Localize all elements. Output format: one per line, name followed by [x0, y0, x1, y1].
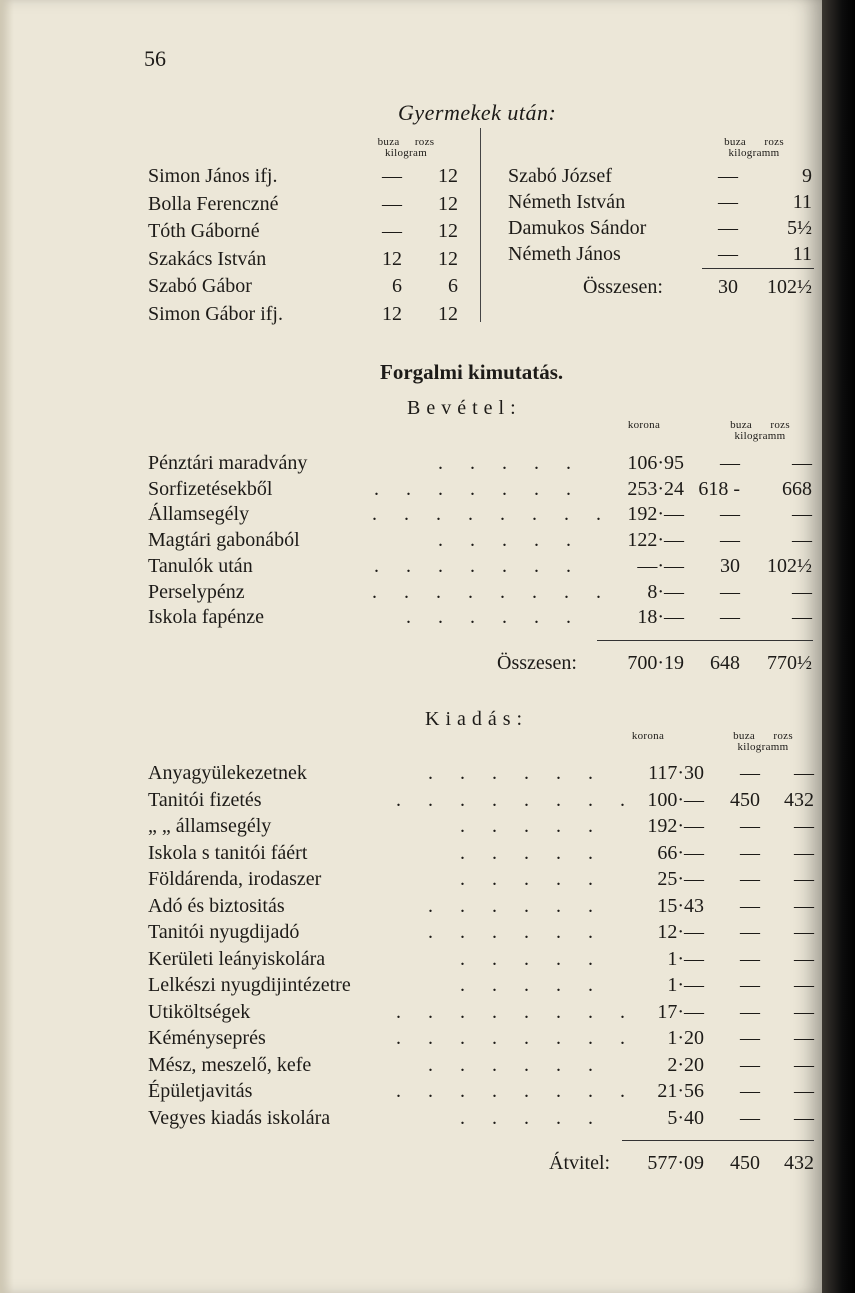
left-rozs-label: rozs: [414, 136, 435, 148]
expense-item-name: Tanitói fizetés: [148, 788, 262, 811]
expense-item-korona: 15·43: [657, 894, 704, 917]
expense-item-rozs: —: [794, 815, 814, 837]
expense-item-leader: . . . . . . . .: [396, 1080, 636, 1102]
expense-item-rozs: —: [794, 762, 814, 784]
expense-rozs-label: rozs: [773, 730, 793, 742]
expense-unit-header: [710, 731, 816, 753]
child-rozs: 12: [438, 192, 458, 215]
income-item-korona: 253·24: [627, 477, 684, 500]
child-buza: —: [718, 191, 738, 213]
income-total-rozs: 770½: [767, 652, 812, 674]
expense-item-leader: . . . . . .: [428, 921, 604, 943]
expense-item-buza: 450: [730, 788, 760, 811]
income-item-korona: 106·95: [627, 452, 684, 474]
expense-item-name: „ „ államsegély: [148, 815, 272, 837]
expense-item-name: Anyagyülekezetnek: [148, 762, 307, 784]
child-name: Szakács István: [148, 247, 267, 270]
expense-carry-buza: 450: [730, 1152, 760, 1174]
expense-item-buza: —: [740, 762, 760, 784]
income-item-korona: 122·—: [627, 529, 684, 552]
children-total-label: Összesen:: [583, 276, 663, 298]
expense-item-buza: —: [740, 947, 760, 970]
expense-item-leader: . . . . .: [460, 841, 604, 864]
child-buza: 12: [382, 247, 402, 270]
expense-item-rozs: —: [794, 921, 814, 943]
expense-item-korona: 1·—: [667, 974, 704, 996]
expense-item-rozs: —: [794, 1106, 814, 1129]
child-rozs: 9: [802, 165, 812, 187]
income-total-korona: 700·19: [627, 652, 684, 674]
child-name: Simon Gábor ifj.: [148, 302, 283, 325]
right-rozs-label: rozs: [764, 136, 784, 148]
expense-item-name: Épületjavitás: [148, 1080, 253, 1102]
expense-item-leader: . . . . . . . .: [396, 1000, 636, 1023]
expense-item-korona: 1·—: [667, 947, 704, 970]
right-buza-label: buza: [724, 136, 747, 148]
turnover-title: Forgalmi kimutatás.: [380, 360, 564, 384]
child-buza: 6: [392, 275, 402, 297]
expense-item-leader: . . . . . . . .: [396, 788, 636, 811]
income-item-buza: 30: [720, 554, 740, 577]
expense-carry-rule: [622, 1140, 814, 1141]
expense-item-buza: —: [740, 1000, 760, 1023]
expense-item-rozs: 432: [784, 788, 814, 811]
income-item-leader: . . . . .: [438, 529, 582, 552]
income-item-leader: . . . . . . .: [374, 477, 582, 500]
expense-carry-label: Átvitel:: [549, 1152, 611, 1174]
expense-item-rozs: —: [794, 947, 814, 970]
income-total-label: Összesen:: [497, 652, 577, 674]
income-item-korona: —·—: [637, 554, 684, 577]
expense-buza-label: buza: [733, 730, 756, 742]
expense-korona-header: korona: [631, 730, 665, 742]
child-buza: —: [718, 165, 738, 187]
expense-item-buza: —: [740, 1106, 760, 1129]
expense-item-name: Iskola s tanitói fáért: [148, 841, 308, 864]
expense-item-leader: . . . . .: [460, 974, 604, 996]
child-buza: —: [382, 165, 402, 187]
income-item-name: Iskola fapénze: [148, 606, 265, 629]
income-korona-header: korona: [627, 419, 661, 431]
child-rozs: 12: [438, 165, 458, 187]
expense-unit-label: kilogramm: [737, 741, 789, 753]
income-item-buza: —: [720, 452, 740, 474]
income-item-rozs: —: [792, 452, 812, 474]
left-buza-label: buza: [377, 136, 400, 148]
income-item-buza: —: [720, 503, 740, 526]
expense-item-buza: —: [740, 815, 760, 837]
income-unit-header: [710, 420, 810, 442]
expense-item-leader: . . . . . .: [428, 894, 604, 917]
income-item-buza: 618 -: [698, 477, 740, 500]
expense-carry-korona: 577·09: [647, 1152, 704, 1174]
expense-item-korona: 17·—: [657, 1000, 704, 1023]
expense-item-rozs: —: [794, 1000, 814, 1023]
income-item-name: Pénztári maradvány: [148, 452, 308, 474]
income-item-leader: . . . . .: [438, 452, 582, 474]
page-number: 56: [144, 46, 166, 71]
expense-item-korona: 66·—: [657, 841, 704, 864]
income-item-name: Tanulók után: [148, 554, 253, 577]
income-item-rozs: 668: [782, 477, 812, 500]
income-item-rozs: —: [792, 606, 812, 629]
children-total-rule: [702, 268, 814, 269]
income-item-leader: . . . . . .: [406, 606, 582, 629]
child-rozs: 11: [792, 243, 812, 265]
expense-item-name: Utiköltségek: [148, 1000, 251, 1023]
expense-title: Kiadás:: [425, 708, 529, 730]
children-section-title: Gyermekek után:: [398, 100, 557, 125]
child-rozs: 12: [438, 302, 458, 325]
child-rozs: 6: [448, 275, 458, 297]
book-edge-shadow: [822, 0, 855, 1293]
expense-item-name: Kerületi leányiskolára: [148, 947, 326, 970]
expense-item-rozs: —: [794, 894, 814, 917]
income-item-rozs: —: [792, 580, 812, 603]
left-unit-label: kilogram: [384, 147, 428, 159]
expense-item-buza: —: [740, 894, 760, 917]
expense-item-buza: —: [740, 868, 760, 890]
income-rozs-label: rozs: [770, 419, 790, 431]
expense-item-buza: —: [740, 1027, 760, 1049]
right-unit-header: [704, 137, 804, 159]
expense-item-leader: . . . . .: [460, 868, 604, 890]
income-total-buza: 648: [710, 652, 740, 674]
column-divider: [480, 128, 481, 322]
income-item-korona: 192·—: [627, 503, 684, 526]
income-item-leader: . . . . . . . .: [372, 503, 612, 526]
left-unit-header: [366, 137, 446, 159]
child-buza: —: [718, 217, 738, 239]
child-rozs: 5½: [787, 217, 812, 239]
child-name: Damukos Sándor: [508, 217, 647, 239]
expense-item-leader: . . . . . . . .: [396, 1027, 636, 1049]
expense-item-leader: . . . . . .: [428, 1053, 604, 1076]
expense-item-rozs: —: [794, 974, 814, 996]
expense-item-buza: —: [740, 1080, 760, 1102]
expense-item-korona: 117·30: [648, 762, 704, 784]
income-item-buza: —: [720, 606, 740, 629]
expense-item-name: Kéményseprés: [148, 1027, 266, 1049]
right-unit-label: kilogramm: [728, 147, 780, 159]
income-item-rozs: —: [792, 503, 812, 526]
income-item-leader: . . . . . . . .: [372, 580, 612, 603]
child-name: Tóth Gáborné: [148, 220, 260, 242]
income-item-name: Sorfizetésekből: [148, 477, 273, 500]
child-name: Szabó József: [508, 165, 612, 187]
expense-item-leader: . . . . . .: [428, 762, 604, 784]
income-item-leader: . . . . . . .: [374, 554, 582, 577]
income-item-korona: 8·—: [647, 580, 684, 603]
child-rozs: 11: [792, 191, 812, 213]
expense-item-rozs: —: [794, 1053, 814, 1076]
expense-item-korona: 21·56: [657, 1080, 704, 1102]
income-item-name: Perselypénz: [148, 580, 245, 603]
expense-item-name: Lelkészi nyugdijintézetre: [148, 974, 351, 996]
income-total-rule: [597, 640, 813, 641]
expense-item-name: Vegyes kiadás iskolára: [148, 1106, 331, 1129]
children-total-buza: 30: [718, 276, 738, 298]
expense-item-rozs: —: [794, 1027, 814, 1049]
page-gutter-shadow: [0, 0, 14, 1293]
expense-item-buza: —: [740, 841, 760, 864]
expense-item-korona: 25·—: [657, 868, 704, 890]
expense-item-rozs: —: [794, 841, 814, 864]
income-item-rozs: —: [792, 529, 812, 552]
child-buza: 12: [382, 302, 402, 325]
income-buza-label: buza: [730, 419, 753, 431]
expense-item-korona: 1·20: [667, 1027, 704, 1049]
expense-item-buza: —: [740, 974, 760, 996]
child-rozs: 12: [438, 220, 458, 242]
income-item-buza: —: [720, 529, 740, 552]
expense-item-name: Földárenda, irodaszer: [148, 868, 322, 890]
expense-item-leader: . . . . .: [460, 1106, 604, 1129]
expense-item-korona: 192·—: [647, 815, 704, 837]
expense-item-korona: 100·—: [647, 788, 704, 811]
child-name: Németh István: [508, 191, 626, 213]
child-buza: —: [718, 243, 738, 265]
expense-item-name: Mész, meszelő, kefe: [148, 1053, 312, 1076]
expense-item-korona: 2·20: [667, 1053, 704, 1076]
income-title: Bevétel:: [407, 397, 522, 419]
expense-item-leader: . . . . .: [460, 815, 604, 837]
expense-carry-rozs: 432: [784, 1152, 814, 1174]
expense-item-korona: 5·40: [667, 1106, 704, 1129]
child-buza: —: [382, 192, 402, 215]
child-rozs: 12: [438, 247, 458, 270]
income-item-buza: —: [720, 580, 740, 603]
expense-item-korona: 12·—: [657, 921, 704, 943]
expense-item-rozs: —: [794, 868, 814, 890]
expense-item-buza: —: [740, 1053, 760, 1076]
income-item-korona: 18·—: [637, 606, 684, 629]
child-name: Szabó Gábor: [148, 275, 252, 297]
child-name: Németh János: [508, 243, 621, 265]
expense-item-name: Tanitói nyugdijadó: [148, 921, 300, 943]
child-name: Simon János ifj.: [148, 165, 278, 187]
expense-item-rozs: —: [794, 1080, 814, 1102]
income-item-name: Államsegély: [148, 503, 250, 526]
expense-item-buza: —: [740, 921, 760, 943]
child-name: Bolla Ferenczné: [148, 192, 279, 215]
income-unit-label: kilogramm: [734, 430, 786, 442]
income-item-name: Magtári gabonából: [148, 529, 300, 552]
expense-item-name: Adó és biztositás: [148, 894, 285, 917]
child-buza: —: [382, 220, 402, 242]
expense-item-leader: . . . . .: [460, 947, 604, 970]
income-item-rozs: 102½: [767, 554, 812, 577]
children-total-rozs: 102½: [767, 276, 812, 298]
